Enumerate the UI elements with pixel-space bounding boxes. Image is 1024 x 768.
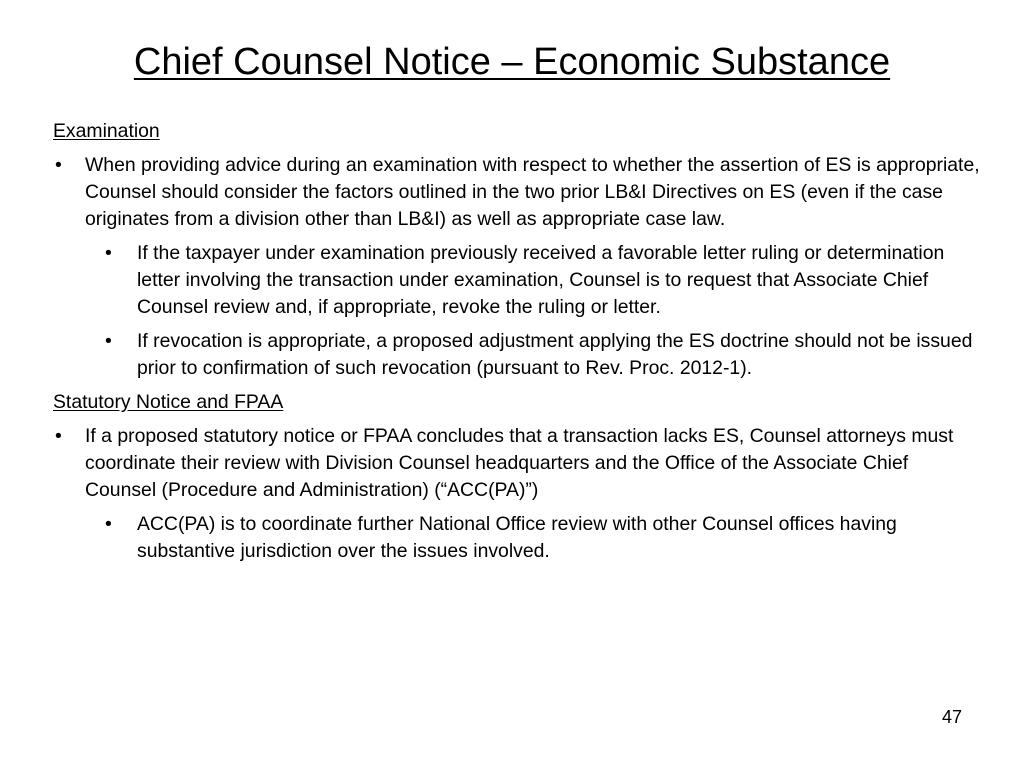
bullet-marker: •	[55, 154, 62, 176]
page-number: 47	[941, 707, 962, 727]
section-heading-examination: Examination	[53, 120, 160, 142]
sub-bullet-acc-pa-review	[53, 511, 983, 565]
bullet-text: If the taxpayer under examination previously received a favorable letter ruling or determination letter involving the transaction under examination, Counsel is to request that Associate Chief Counsel review and, if appropriate, revoke the ruling or letter.	[137, 242, 945, 318]
bullet-text: ACC(PA) is to coordinate further National Office review with other Counsel offices having substantive jurisdiction over the issues involved.	[137, 513, 897, 562]
bullet-text: If revocation is appropriate, a proposed adjustment applying the ES doctrine should not be issued prior to confirmation of such revocation (pursuant to Rev. Proc. 2012-1).	[137, 330, 973, 379]
bullet-text: When providing advice during an examination with respect to whether the assertion of ES is appropriate, Counsel should consider the factors outlined in the two prior LB&I Directives on ES (even if the case originates from a division other than LB&I) as well as appropriate case law.	[85, 154, 980, 230]
bullet-marker: •	[105, 513, 112, 535]
bullet-marker: •	[105, 242, 112, 264]
slide-content	[53, 118, 983, 572]
section-heading-statutory-notice: Statutory Notice and FPAA	[53, 391, 284, 413]
bullet-text: If a proposed statutory notice or FPAA concludes that a transaction lacks ES, Counsel attorneys must coordinate their review with Division Counsel headquarters and the Office of the Associate Chief Counsel (Procedure and Administration) (“ACC(PA)”)	[85, 425, 954, 501]
bullet-marker: •	[105, 330, 112, 352]
slide-title: Chief Counsel Notice – Economic Substance	[133, 41, 891, 83]
bullet-examination-advice	[53, 152, 983, 233]
sub-bullet-revocation	[53, 328, 983, 382]
bullet-statutory-notice-coordination	[53, 423, 983, 504]
sub-bullet-favorable-ruling	[53, 240, 983, 321]
bullet-marker: •	[55, 425, 62, 447]
